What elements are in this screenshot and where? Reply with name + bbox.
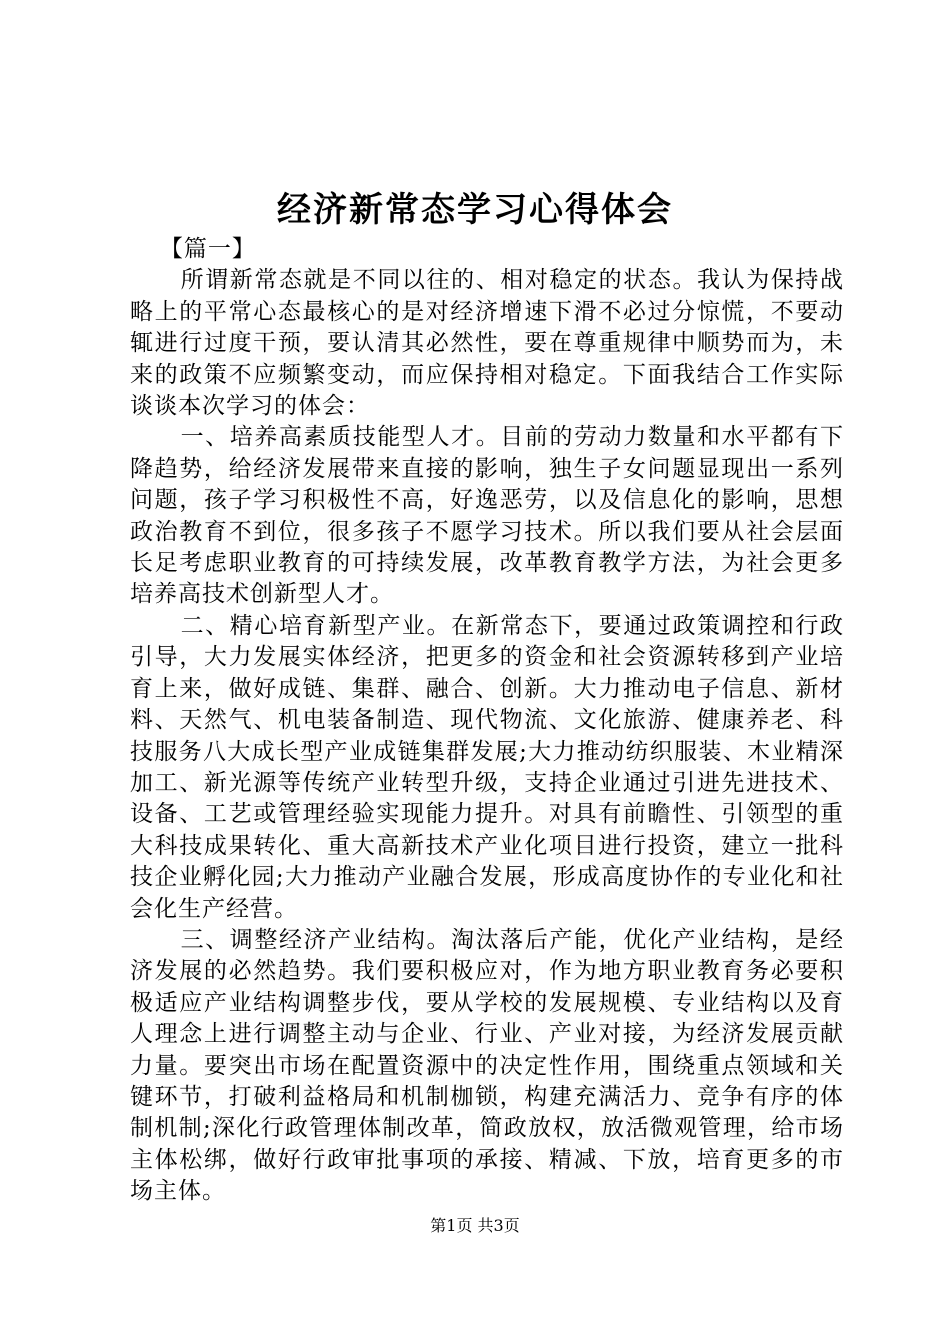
document-body — [130, 234, 844, 1208]
paragraph-intro: 所谓新常态就是不同以往的、相对稳定的状态。我认为保持战略上的平常心态最核心的是对经济增速下滑不必过分惊慌，不要动辄进行过度干预，要认清其必然性，要在尊重规律中顺势而为，未来的政策不应频繁变动，而应保持相对稳定。下面我结合工作实际谈谈本次学习的体会： — [130, 267, 844, 420]
document-title: 经济新常态学习心得体会 — [277, 190, 673, 230]
paragraph-point-1: 一、培养高素质技能型人才。目前的劳动力数量和水平都有下降趋势，给经济发展带来直接的影响，独生子女问题显现出一系列问题，孩子学习积极性不高，好逸恶劳，以及信息化的影响，思想政治教育不到位，很多孩子不愿学习技术。所以我们要从社会层面长足考虑职业教育的可持续发展，改革教育教学方法，为社会更多培养高技术创新型人才。 — [130, 424, 844, 608]
paragraph-point-2: 二、精心培育新型产业。在新常态下，要通过政策调控和行政引导，大力发展实体经济，把更多的资金和社会资源转移到产业培育上来，做好成链、集群、融合、创新。大力推动电子信息、新材料、天然气、机电装备制造、现代物流、文化旅游、健康养老、科技服务八大成长型产业成链集群发展;大力推动纺织服装、木业精深加工、新光源等传统产业转型升级，支持企业通过引进先进技术、设备、工艺或管理经验实现能力提升。对具有前瞻性、引领型的重大科技成果转化、重大高新技术产业化项目进行投资，建立一批科技企业孵化园;大力推动产业融合发展，形成高度协作的专业化和社会化生产经营。 — [130, 612, 844, 922]
section-tag: 【篇一】 — [159, 236, 256, 262]
paragraph-point-3: 三、调整经济产业结构。淘汰落后产能，优化产业结构，是经济发展的必然趋势。我们要积极应对，作为地方职业教育务必要积极适应产业结构调整步伐，要从学校的发展规模、专业结构以及育人理念上进行调整主动与企业、行业、产业对接，为经济发展贡献力量。要突出市场在配置资源中的决定性作用，围绕重点领域和关键环节，打破利益格局和机制枷锁，构建充满活力、竞争有序的体制机制;深化行政管理体制改革，简政放权，放活微观管理，给市场主体松绑，做好行政审批事项的承接、精减、下放，培育更多的市场主体。 — [130, 926, 844, 1205]
page-number-footer: 第1页 共3页 — [430, 1216, 520, 1235]
